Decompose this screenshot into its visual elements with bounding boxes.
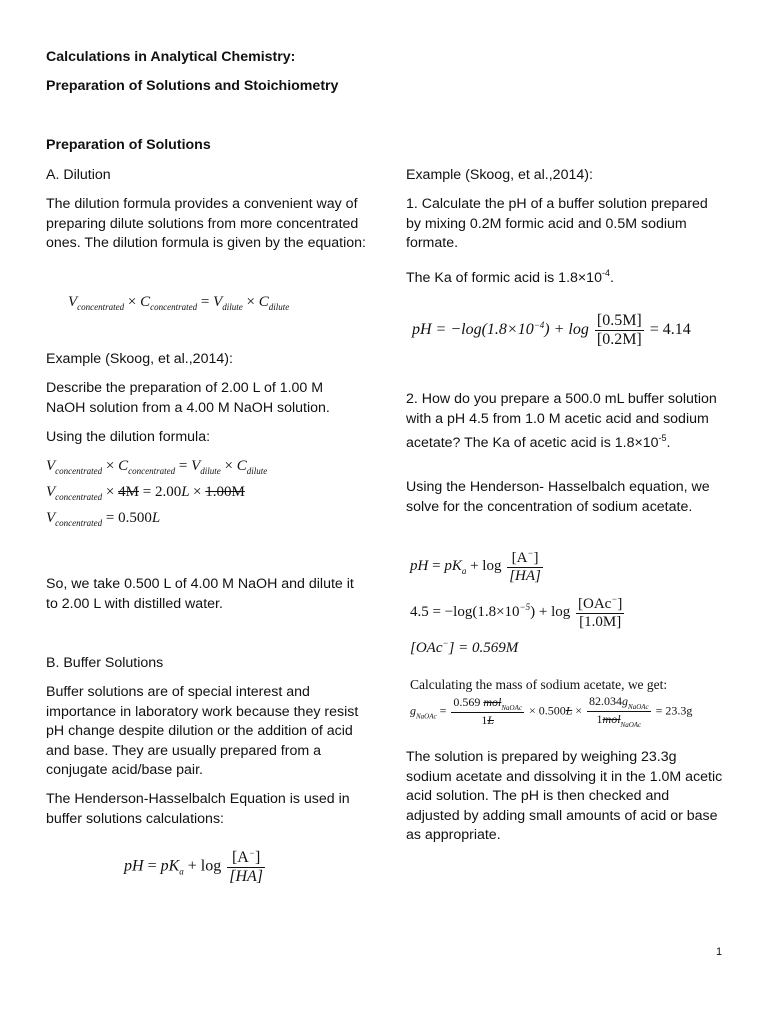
using-dilution-formula: Using the dilution formula: — [46, 429, 211, 445]
acetic-ph-equation: $4.5 = -\log(1.8\times 10^{-5}) + \log$ $\frac{[OAc^-]}{[1.0M]}$ — [410, 594, 623, 630]
section-title: Preparation of Solutions — [46, 137, 211, 153]
dilution-paragraph: The dilution formula provides a convenient way of preparing dilute solutions from more concentrated ones. The dilution formula is given by the equation: — [46, 196, 366, 252]
example1-text: Describe the preparation of 2.00 L of 1.00 M NaOH solution from a 4.00 M NaOH solution. — [46, 380, 330, 416]
ka-formic-text: The Ka of formic acid is $1.8\times 10^{-4}$. — [406, 268, 614, 286]
mass-equation: $g_{NaOAc}$ = $\frac{0.569 mol_{NaOAc}}{1L}$ × 0.500L × $\frac{82.034g_{NaOAc}}{1mol_{NaOAc}}$ = 23.3g — [410, 694, 693, 729]
so-we-take-paragraph: So, we take 0.500 L of 4.00 M NaOH and dilute it to 2.00 L with distilled water. — [46, 576, 354, 612]
right-example-label: Example (Skoog, et al.,2014): — [406, 167, 593, 183]
example1-label: Example (Skoog, et al.,2014): — [46, 351, 233, 367]
hh-paragraph: The Henderson-Hasselbalch Equation is used in buffer solutions calculations: — [46, 791, 350, 827]
conclusion-paragraph: The solution is prepared by weighing 23.3g sodium acetate and dissolving it in the 1.0M acetic acid solution. The pH is then checked and adjusted by adding small amounts of acid or base as appropriate. — [406, 749, 723, 844]
formic-ph-equation: pH = $-\log(1.8\times 10^{-4}) + \log$ $\frac{[0.5M]}{[0.2M]}$ = 4.14 — [412, 312, 691, 348]
worked-dilution-line2: $V_{concentrated} \times 4M = 2.00L \times 1.00M$ — [46, 484, 245, 502]
buffer-paragraph: Buffer solutions are of special interest and importance in laboratory work because they resist pH change despite dilution or the addition of acid and base. They are usually prepared from a conjugate acid/base pair. — [46, 684, 359, 779]
document-title-line1: Calculations in Analytical Chemistry: — [46, 49, 296, 65]
question-1: 1. Calculate the pH of a buffer solution prepared by mixing 0.2M formic acid and 0.5M sodium formate. — [406, 196, 708, 252]
page-number: 1 — [716, 946, 723, 958]
using-hh-paragraph: Using the Henderson- Hasselbalch equation, we solve for the concentration of sodium acetate. — [406, 479, 710, 515]
dilution-equation: $V_{concentrated} \times C_{concentrated} = V_{dilute} \times C_{dilute}$ — [68, 294, 290, 312]
oac-concentration-result: [OAc−] = 0.569M — [410, 638, 519, 656]
hh-equation-left: pH = $pK_a + \log$ $\frac{[A^-]}{[HA]}$ — [124, 848, 264, 885]
calc-mass-label: Calculating the mass of sodium acetate, we get: — [410, 677, 668, 692]
question-2: 2. How do you prepare a 500.0 mL buffer solution with a pH 4.5 from 1.0 M acetic acid and sodium acetate? The Ka of acetic acid is $1.8\times 10^{-5}$. — [406, 391, 717, 452]
worked-dilution-line1: $V_{concentrated} \times C_{concentrated} = V_{dilute} \times C_{dilute}$ — [46, 458, 268, 476]
subsection-a-heading: A. Dilution — [46, 167, 111, 183]
subsection-b-heading: B. Buffer Solutions — [46, 655, 164, 671]
document-title-line2: Preparation of Solutions and Stoichiometry — [46, 78, 339, 94]
hh-equation-right: pH = $pK_a + \log$ $\frac{[A^-]}{[HA]}$ — [410, 548, 541, 584]
worked-dilution-line3: $V_{concentrated} = 0.500L$ — [46, 510, 161, 528]
